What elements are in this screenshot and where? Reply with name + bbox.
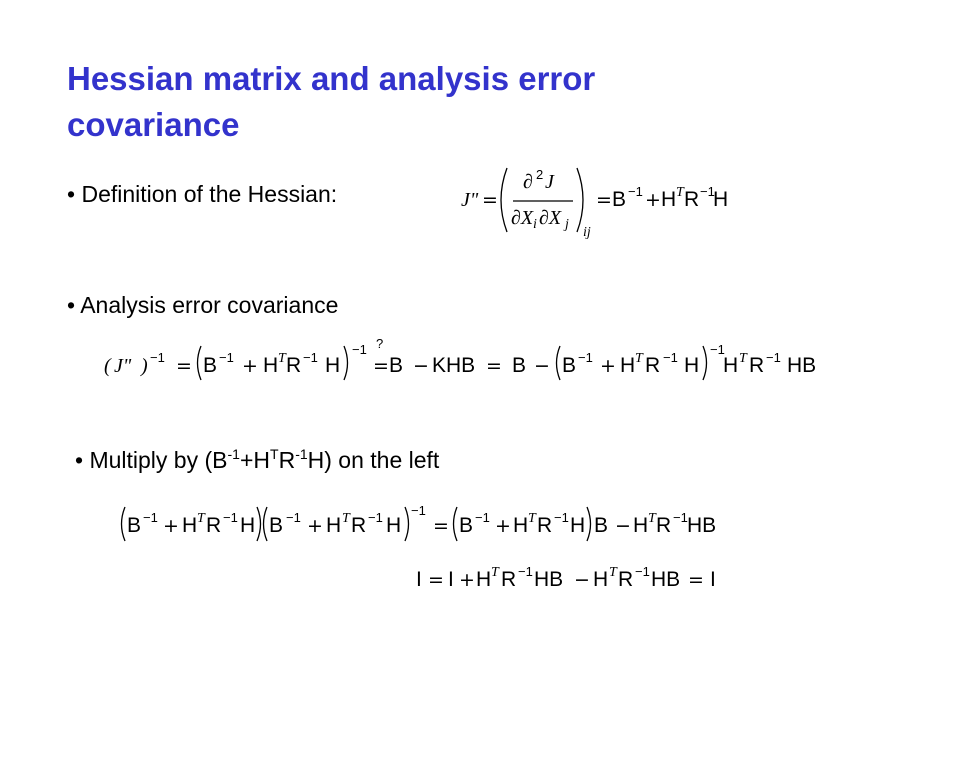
bullet-multiply-on-left bbox=[75, 446, 439, 474]
bullet-analysis-error-covariance bbox=[67, 291, 338, 319]
eq-subscript: i bbox=[533, 217, 537, 232]
bullet-text: Definition of the Hessian: bbox=[81, 181, 338, 207]
eq-symbol: ∂X bbox=[511, 207, 534, 229]
eq-paren bbox=[577, 168, 583, 232]
eq-superscript: T bbox=[528, 511, 536, 526]
eq-operator: = bbox=[433, 515, 449, 537]
eq-operator: = bbox=[482, 189, 498, 211]
eq-paren bbox=[344, 346, 348, 380]
eq-superscript: −1 bbox=[554, 510, 569, 525]
eq-paren bbox=[264, 507, 268, 541]
eq-symbol: H bbox=[723, 354, 739, 377]
eq-symbol: H bbox=[476, 568, 492, 591]
slide-title-line-1: Hessian matrix and analysis error bbox=[67, 60, 596, 97]
eq-symbol: H bbox=[570, 514, 586, 537]
eq-superscript: −1 bbox=[143, 510, 158, 525]
eq-operator: − bbox=[413, 355, 429, 377]
slide-title-line-2: covariance bbox=[67, 106, 240, 143]
eq-symbol: B bbox=[594, 514, 609, 537]
eq-operator: = bbox=[373, 355, 389, 377]
eq-symbol: R bbox=[645, 354, 661, 377]
eq-paren bbox=[703, 346, 707, 380]
eq-symbol: H bbox=[326, 514, 342, 537]
eq-superscript: −1 bbox=[766, 350, 781, 365]
eq-symbol: B bbox=[269, 514, 284, 537]
eq-superscript: −1 bbox=[150, 350, 165, 365]
eq-symbol: H bbox=[620, 354, 636, 377]
eq-superscript: T bbox=[342, 511, 350, 526]
eq-operator: + bbox=[242, 355, 258, 377]
eq-superscript: T bbox=[609, 565, 617, 580]
eq-operator: = bbox=[176, 355, 192, 377]
bullet-text: Analysis error covariance bbox=[80, 292, 339, 318]
eq-paren bbox=[122, 507, 126, 541]
eq-symbol: KHB bbox=[432, 354, 476, 377]
eq-superscript: −1 bbox=[303, 350, 318, 365]
eq-symbol: R bbox=[206, 514, 222, 537]
eq-symbol: R bbox=[501, 568, 517, 591]
eq-superscript: T bbox=[278, 351, 286, 366]
eq-symbol: J" bbox=[461, 189, 479, 211]
identity-equation bbox=[410, 557, 730, 597]
bullet-marker: • bbox=[75, 447, 84, 473]
slide-title bbox=[67, 56, 887, 148]
eq-superscript: −1 bbox=[518, 564, 533, 579]
eq-superscript: T bbox=[739, 351, 747, 366]
left-multiply-equation bbox=[115, 497, 735, 547]
bullet-hessian-definition bbox=[67, 180, 337, 208]
eq-superscript: T bbox=[648, 511, 656, 526]
eq-symbol: H bbox=[713, 188, 729, 211]
eq-superscript: −1 bbox=[286, 510, 301, 525]
eq-superscript: ? bbox=[376, 336, 384, 351]
eq-symbol: HB bbox=[651, 568, 681, 591]
eq-symbol: HB bbox=[687, 514, 717, 537]
eq-superscript: −1 bbox=[219, 350, 234, 365]
eq-paren bbox=[587, 507, 591, 541]
eq-superscript: T bbox=[676, 185, 684, 200]
eq-symbol: ) bbox=[141, 355, 148, 377]
eq-symbol: B bbox=[612, 188, 627, 211]
eq-operator: = bbox=[486, 355, 502, 377]
eq-symbol: B bbox=[562, 354, 577, 377]
eq-symbol: R bbox=[684, 188, 700, 211]
eq-operator: = bbox=[428, 569, 444, 591]
eq-symbol: R bbox=[618, 568, 634, 591]
eq-symbol: B bbox=[127, 514, 142, 537]
eq-superscript: 2 bbox=[536, 167, 544, 182]
eq-paren bbox=[405, 507, 409, 541]
eq-symbol: I bbox=[448, 568, 454, 591]
eq-superscript: T bbox=[635, 351, 643, 366]
eq-paren bbox=[454, 507, 458, 541]
analysis-covariance-equation bbox=[100, 332, 840, 387]
eq-symbol: H bbox=[513, 514, 529, 537]
eq-superscript: −1 bbox=[663, 350, 678, 365]
hessian-definition-equation bbox=[455, 160, 745, 245]
eq-symbol: H bbox=[633, 514, 649, 537]
eq-operator: − bbox=[574, 569, 590, 591]
eq-operator: + bbox=[307, 515, 323, 537]
eq-superscript: −1 bbox=[673, 510, 688, 525]
eq-superscript: −1 bbox=[368, 510, 383, 525]
eq-paren bbox=[557, 346, 561, 380]
eq-symbol: ∂X bbox=[539, 207, 562, 229]
eq-symbol: J" bbox=[114, 355, 132, 377]
eq-superscript: −1 bbox=[475, 510, 490, 525]
eq-symbol: R bbox=[656, 514, 672, 537]
eq-symbol: ( bbox=[104, 355, 111, 377]
eq-symbol: R bbox=[351, 514, 367, 537]
eq-symbol: B bbox=[512, 354, 527, 377]
eq-superscript: −1 bbox=[710, 342, 725, 357]
eq-operator: + bbox=[600, 355, 616, 377]
eq-symbol: B bbox=[459, 514, 474, 537]
eq-superscript: −1 bbox=[578, 350, 593, 365]
eq-symbol: H bbox=[684, 354, 700, 377]
eq-superscript: −1 bbox=[635, 564, 650, 579]
eq-symbol: I bbox=[710, 568, 716, 591]
bullet-marker: • bbox=[67, 292, 76, 318]
eq-symbol: HB bbox=[534, 568, 564, 591]
eq-operator: = bbox=[688, 569, 704, 591]
eq-symbol: H bbox=[263, 354, 279, 377]
eq-symbol: H bbox=[182, 514, 198, 537]
eq-operator: − bbox=[534, 355, 550, 377]
eq-operator: + bbox=[163, 515, 179, 537]
eq-symbol: I bbox=[416, 568, 422, 591]
eq-symbol: R bbox=[286, 354, 302, 377]
eq-operator: + bbox=[459, 569, 475, 591]
eq-subscript: j bbox=[565, 217, 569, 232]
eq-superscript: −1 bbox=[628, 184, 643, 199]
eq-symbol: HB bbox=[787, 354, 817, 377]
eq-operator: + bbox=[645, 189, 661, 211]
eq-symbol: H bbox=[661, 188, 677, 211]
eq-paren bbox=[501, 168, 507, 232]
eq-symbol: H bbox=[593, 568, 609, 591]
eq-superscript: −1 bbox=[223, 510, 238, 525]
bullet-text: Multiply by $(B^{-1}+H^TR^{-1}H)$ on the left bbox=[89, 446, 440, 473]
eq-superscript: −1 bbox=[411, 503, 426, 518]
eq-paren bbox=[257, 507, 261, 541]
eq-paren bbox=[198, 346, 202, 380]
eq-superscript: −1 bbox=[700, 184, 715, 199]
eq-symbol: H bbox=[325, 354, 341, 377]
eq-superscript: T bbox=[197, 511, 205, 526]
eq-symbol: B bbox=[389, 354, 404, 377]
eq-symbol: R bbox=[537, 514, 553, 537]
eq-symbol: J bbox=[545, 171, 554, 193]
eq-symbol: ∂ bbox=[523, 171, 533, 193]
eq-operator: + bbox=[495, 515, 511, 537]
eq-symbol: B bbox=[203, 354, 218, 377]
eq-symbol: H bbox=[386, 514, 402, 537]
bullet-marker: • bbox=[67, 181, 76, 207]
eq-superscript: T bbox=[491, 565, 499, 580]
eq-symbol: R bbox=[749, 354, 765, 377]
eq-subscript: ij bbox=[583, 225, 591, 240]
eq-operator: = bbox=[596, 189, 612, 211]
eq-superscript: −1 bbox=[352, 342, 367, 357]
eq-operator: − bbox=[615, 515, 631, 537]
eq-symbol: H bbox=[240, 514, 256, 537]
